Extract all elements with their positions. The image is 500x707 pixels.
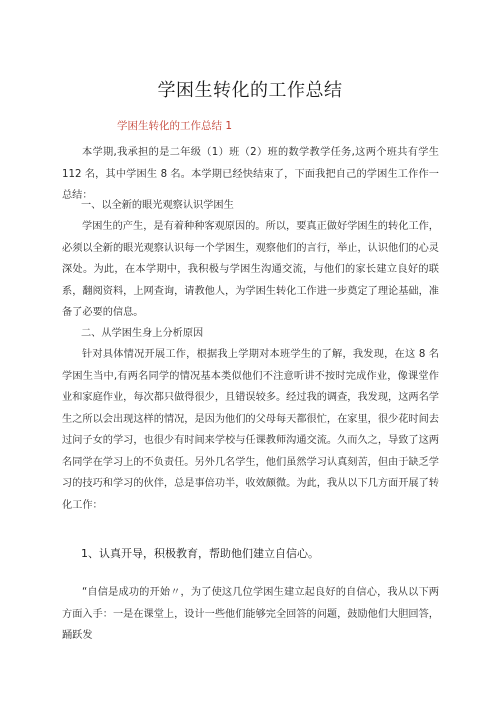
section-heading-2: 二、从学困生身上分析原因 [81,328,204,339]
document-title: 学困生转化的工作总结 [157,80,343,101]
paragraph-subsection-1: “自信是成功的开始〃，为了使这几位学困生建立起良好的自信心，我从以下两方面入手：一是在课堂上，设计一些他们能够完全回答的问题，鼓励他们大胆回答，踊跃发 [62,587,439,641]
document-subtitle: 学困生转化的工作总结 1 [117,120,233,132]
section-heading-1: 一、以全新的眼光观察认识学困生 [81,200,234,211]
subsection-heading-1: 1、认真开导，积极教育，帮助他们建立自信心。 [81,547,319,560]
paragraph-intro: 本学期,我承担的是二年级（1）班（2）班的数学教学任务,这两个班共有学生 112 名，其中学困生 8 名。本学期已经快结束了，下面我把自己的学困生工作作一总结： [62,147,439,201]
paragraph-section-1: 学困生的产生，是有着种种客观原因的。所以，要真正做好学困生的转化工作，必须以全新的眼光观察认识每一个学困生，观察他们的言行，举止，认识他们的心灵深处。为此，在本学期中，我积极与学困生沟通交流，与他们的家长建立良好的联系，翻阅资料，上网查询，请教他人，为学困生转化工作进一步奠定了理论基础，准备了必要的信息。 [62,221,439,318]
paragraph-section-2: 针对具体情况开展工作，根据我上学期对本班学生的了解，我发现，在这 8 名学困生当中,有两名同学的情况基本类似他们不注意听讲不按时完成作业，像课堂作业和家庭作业，每次都只做得很少，且错误较多。经过我的调查，我发现，这两名学生之所以会出现这样的情况，是因为他们的父母每天都很忙，在家里，很少花时间去过问子女的学习，也很少有时间来学校与任课教师沟通交流。久而久之，导致了这两名同学在学习上的不负责任。另外几名学生，他们虽然学习认真刻苦，但由于缺乏学习的技巧和学习的伙伴，总是事倍功半，收效颇微。为此，我从以下几方面开展了转化工作： [62,349,439,511]
